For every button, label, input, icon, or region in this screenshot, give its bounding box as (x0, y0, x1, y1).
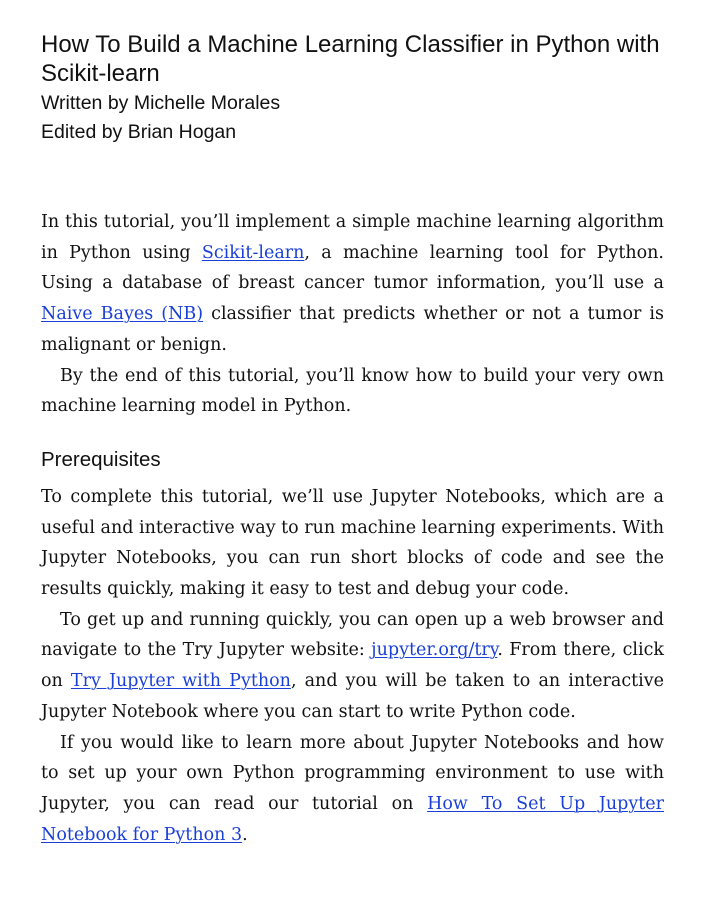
jupyter-try-link[interactable]: jupyter.org/try (371, 640, 498, 661)
prereq-p2-text-b: . From there, click on (41, 640, 664, 692)
jupyter-setup-tutorial-link[interactable]: How To Set Up Jupyter Notebook for Python 3 (41, 793, 664, 845)
prereq-p3-text-b: . (242, 824, 248, 845)
prerequisites-paragraph-1: To complete this tutorial, we’ll use Jupyter Notebooks, which are a useful and interactive way to run machine learning experiments. With Jupyter Notebooks, you can run short blocks of code and see the results quickly, making it easy to test and debug your code. (41, 486, 664, 600)
editor-line: Edited by Brian Hogan (41, 121, 237, 143)
intro-p1-text-c: classifier that predicts whether or not a tumor is malignant or benign. (41, 304, 664, 355)
prereq-p3-text-a: If you would like to learn more about Jupyter Notebooks and how to set up your own Python programming environment to use with Jupyter, you can read our tutorial on (41, 732, 664, 814)
intro-paragraph-1 (41, 207, 664, 361)
intro-p1-text-a: In this tutorial, you’ll implement a simple machine learning algorithm in Python using (41, 212, 664, 263)
prereq-p2-text-a: To get up and running quickly, you can open up a web browser and navigate to the Try Jupyter website: (41, 609, 664, 661)
author-line: Written by Michelle Morales (41, 92, 281, 114)
try-jupyter-python-link[interactable]: Try Jupyter with Python (70, 671, 291, 692)
document-page (41, 30, 664, 850)
prerequisites-paragraph-2 (41, 605, 664, 728)
scikit-learn-link[interactable]: Scikit-learn (201, 242, 305, 263)
intro-paragraph-2: By the end of this tutorial, you’ll know how to build your very own machine learning model in Python. (41, 365, 664, 417)
naive-bayes-link[interactable]: Naive Bayes (NB) (41, 304, 204, 325)
document-title: How To Build a Machine Learning Classifier in Python with Scikit-learn (41, 31, 660, 87)
intro-p1-text-b: , a machine learning tool for Python. Using a database of breast cancer tumor information, you’ll use a (41, 242, 664, 294)
prereq-p2-text-c: , and you will be taken to an interactive Jupyter Notebook where you can start to write Python code. (41, 671, 664, 722)
prerequisites-paragraph-3 (41, 728, 664, 851)
prerequisites-heading: Prerequisites (41, 447, 161, 471)
